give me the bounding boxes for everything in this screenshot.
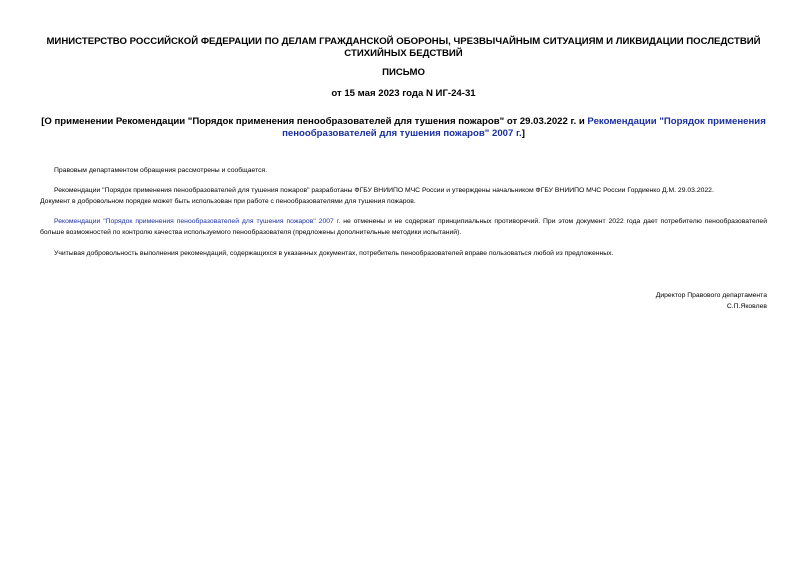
paragraph-1 [40, 165, 767, 176]
paragraph-4-text: Учитывая добровольность выполнения рекомендаций, содержащихся в указанных документах, потребитель пенообразователей вправе пользоваться любой из предложенных. [54, 250, 614, 257]
signatory-name: С.П.Яковлев [726, 303, 767, 310]
subject-link-2007-recommendations[interactable]: Рекомендации "Порядок применения пенообразователей для тушения пожаров" 2007 г. [282, 116, 766, 139]
paragraph-2-line-2: Документ в добровольном порядке может быть использован при работе с пенообразователями для тушения пожаров. [40, 198, 416, 205]
paragraph-2-line-1-text: Рекомендации "Порядок применения пенообразователей для тушения пожаров" разработаны ФГБУ ВНИИПО МЧС России и утверждены начальником ФГБУ ВНИИПО МЧС России Гордиенко Д.М. 29.03.2022. [54, 187, 714, 194]
subject-suffix: ] [521, 128, 525, 139]
paragraph-4 [40, 248, 767, 259]
issuing-authority: МИНИСТЕРСТВО РОССИЙСКОЙ ФЕДЕРАЦИИ ПО ДЕЛАМ ГРАЖДАНСКОЙ ОБОРОНЫ, ЧРЕЗВЫЧАЙНЫМ СИТУАЦИЯМ И ЛИКВИДАЦИИ ПОСЛЕДСТВИЙ СТИХИЙНЫХ БЕДСТВИЙ [46, 36, 761, 59]
paragraph-3-text: не отменены и не содержат принципиальных противоречий. При этом документ 2022 года дает потребителю пенообразователей больше возможностей по контролю качества используемого пенообразователя (предложены дополнительные методики испытаний). [40, 218, 767, 236]
paragraph-1-text: Правовым департаментом обращения рассмотрены и сообщается. [54, 167, 268, 174]
signatory-position: Директор Правового департамента [655, 292, 767, 299]
document-date-number: от 15 мая 2023 года N ИГ-24-31 [331, 88, 476, 99]
document-subject [40, 116, 767, 140]
paragraph-3-link-2007-recommendations[interactable]: Рекомендации "Порядок применения пенообразователей для тушения пожаров" 2007 г. [54, 218, 341, 225]
document-type: ПИСЬМО [382, 67, 425, 78]
paragraph-2 [40, 185, 767, 207]
paragraph-3 [40, 216, 767, 238]
subject-prefix: [О применении Рекомендации "Порядок применения пенообразователей для тушения пожаров" от 29.03.2022 г. и [41, 116, 588, 127]
paragraph-2-line-1 [40, 185, 767, 196]
